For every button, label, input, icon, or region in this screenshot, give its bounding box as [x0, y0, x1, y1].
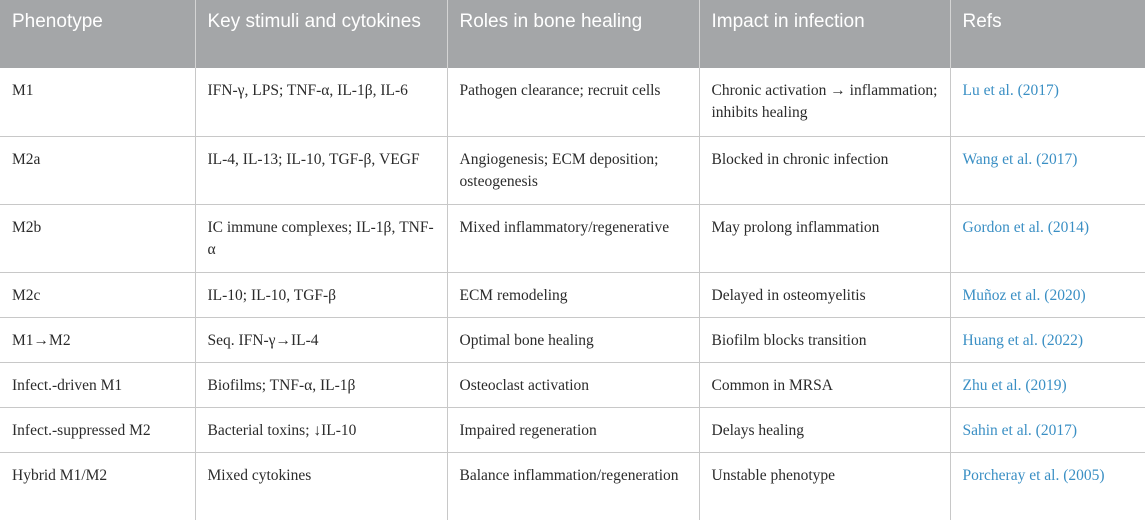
cell-stimuli: IC immune complexes; IL-1β, TNF-α — [195, 204, 447, 272]
ref-link[interactable]: Lu et al. (2017) — [950, 68, 1145, 136]
cell-stimuli: Bacterial toxins; ↓IL-10 — [195, 407, 447, 452]
cell-impact: Delays healing — [699, 407, 950, 452]
table-row — [0, 272, 1145, 317]
cell-impact: Common in MRSA — [699, 362, 950, 407]
header-key-stimuli: Key stimuli and cytokines — [195, 0, 447, 68]
header-roles: Roles in bone healing — [447, 0, 699, 68]
cell-phenotype: Infect.-suppressed M2 — [0, 407, 195, 452]
cell-stimuli: IL-10; IL-10, TGF-β — [195, 272, 447, 317]
cell-roles: Balance inflammation/regeneration — [447, 452, 699, 520]
table-row — [0, 317, 1145, 362]
cell-stimuli: IFN-γ, LPS; TNF-α, IL-1β, IL-6 — [195, 68, 447, 136]
cell-roles: ECM remodeling — [447, 272, 699, 317]
ref-link[interactable]: Gordon et al. (2014) — [950, 204, 1145, 272]
cell-impact: Chronic activation → inflammation; inhibits healing — [699, 68, 950, 136]
table-row — [0, 362, 1145, 407]
cell-stimuli: Biofilms; TNF-α, IL-1β — [195, 362, 447, 407]
cell-roles: Optimal bone healing — [447, 317, 699, 362]
header-phenotype: Phenotype — [0, 0, 195, 68]
cell-phenotype: M2b — [0, 204, 195, 272]
cell-roles: Mixed inflammatory/regenerative — [447, 204, 699, 272]
cell-phenotype: M1→M2 — [0, 317, 195, 362]
cell-impact: Blocked in chronic infection — [699, 136, 950, 204]
cell-roles: Impaired regeneration — [447, 407, 699, 452]
ref-link[interactable]: Zhu et al. (2019) — [950, 362, 1145, 407]
cell-roles: Osteoclast activation — [447, 362, 699, 407]
ref-link[interactable]: Wang et al. (2017) — [950, 136, 1145, 204]
table-row — [0, 136, 1145, 204]
header-impact: Impact in infection — [699, 0, 950, 68]
cell-impact: Unstable phenotype — [699, 452, 950, 520]
cell-stimuli: IL-4, IL-13; IL-10, TGF-β, VEGF — [195, 136, 447, 204]
ref-link[interactable]: Porcheray et al. (2005) — [950, 452, 1145, 520]
cell-phenotype: Infect.-driven M1 — [0, 362, 195, 407]
cell-impact: Delayed in osteomyelitis — [699, 272, 950, 317]
table-row — [0, 407, 1145, 452]
cell-roles: Angiogenesis; ECM deposition; osteogenesis — [447, 136, 699, 204]
table-row — [0, 68, 1145, 136]
table-row — [0, 204, 1145, 272]
cell-stimuli: Mixed cytokines — [195, 452, 447, 520]
cell-stimuli: Seq. IFN-γ→IL-4 — [195, 317, 447, 362]
cell-phenotype: M1 — [12, 82, 34, 99]
cell-roles: Pathogen clearance; recruit cells — [447, 68, 699, 136]
ref-link[interactable]: Sahin et al. (2017) — [950, 407, 1145, 452]
cell-phenotype: M2c — [0, 272, 195, 317]
cell-phenotype: M2a — [0, 136, 195, 204]
ref-link[interactable]: Muñoz et al. (2020) — [950, 272, 1145, 317]
header-refs: Refs — [950, 0, 1145, 68]
cell-impact: Biofilm blocks transition — [699, 317, 950, 362]
ref-link[interactable]: Huang et al. (2022) — [950, 317, 1145, 362]
cell-impact: May prolong inflammation — [699, 204, 950, 272]
table-row — [0, 452, 1145, 520]
header-row — [0, 0, 1145, 68]
cell-phenotype: Hybrid M1/M2 — [0, 452, 195, 520]
table-header — [0, 0, 1145, 68]
table-body — [0, 68, 1145, 520]
